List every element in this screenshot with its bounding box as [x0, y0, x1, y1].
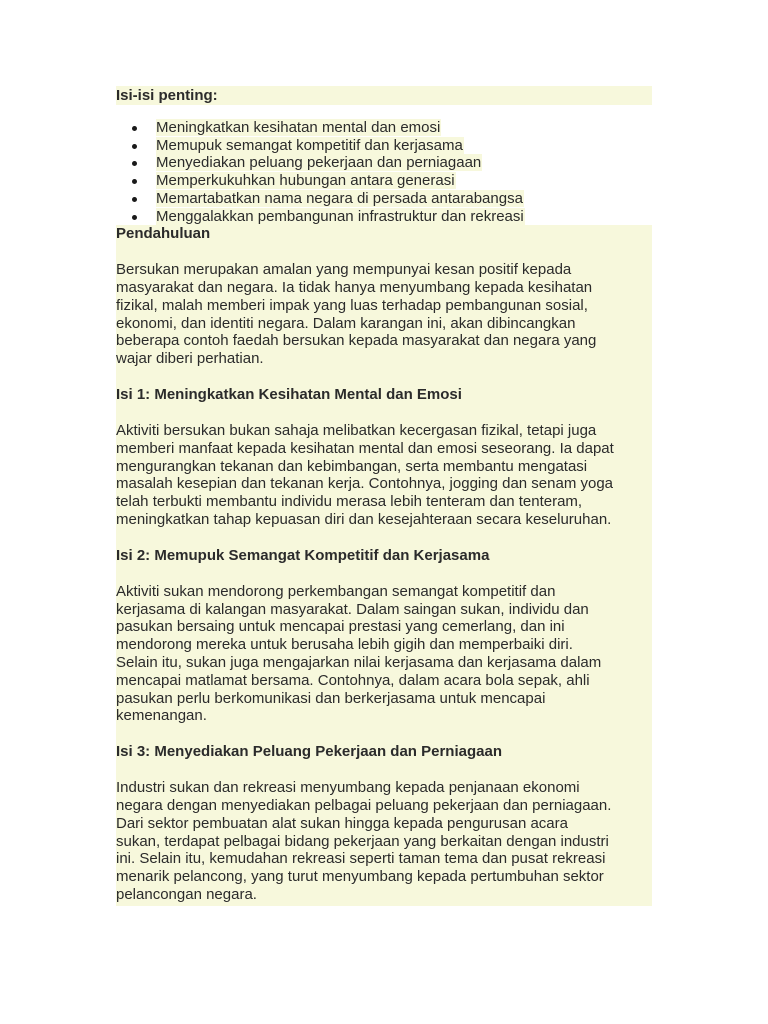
paragraph-line: ekonomi, dan identiti negara. Dalam karangan ini, akan dibincangkan	[116, 314, 576, 332]
list-item	[116, 190, 652, 208]
list-item-text: Memupuk semangat kompetitif dan kerjasama	[156, 136, 463, 154]
paragraph-line: Bersukan merupakan amalan yang mempunyai kesan positif kepada	[116, 261, 572, 279]
bullet-icon	[132, 179, 137, 184]
section-paragraph	[116, 583, 652, 725]
points-heading: Isi-isi penting:	[116, 86, 652, 105]
list-item	[116, 154, 652, 172]
list-item-text: Menggalakkan pembangunan infrastruktur dan rekreasi	[156, 207, 524, 225]
paragraph-line: masyarakat dan negara. Ia tidak hanya menyumbang kepada kesihatan	[116, 279, 593, 297]
list-item-text: Memperkukuhkan hubungan antara generasi	[156, 172, 455, 190]
paragraph-line: fizikal, malah memberi impak yang luas terhadap pembangunan sosial,	[116, 296, 588, 314]
section-title-isi-3: Isi 3: Menyediakan Peluang Pekerjaan dan Perniagaan	[116, 743, 502, 761]
list-item-text: Memartabatkan nama negara di persada antarabangsa	[156, 189, 523, 207]
list-item	[116, 208, 652, 226]
paragraph-line: sukan, terdapat pelbagai bidang pekerjaan yang berkaitan dengan industri	[116, 832, 609, 850]
paragraph-line: mencapai matlamat bersama. Contohnya, dalam acara bola sepak, ahli	[116, 671, 590, 689]
points-list	[116, 119, 652, 225]
list-item	[116, 119, 652, 137]
list-item	[116, 172, 652, 190]
paragraph-line: mengurangkan tekanan dan kebimbangan, serta membantu mengatasi	[116, 457, 588, 475]
section-title-pendahuluan: Pendahuluan	[116, 225, 211, 243]
paragraph-line: Selain itu, sukan juga mengajarkan nilai kerjasama dan kerjasama dalam	[116, 653, 602, 671]
paragraph-line: memberi manfaat kepada kesihatan mental dan emosi seseorang. Ia dapat	[116, 439, 614, 457]
document-page	[116, 86, 652, 906]
list-item-text: Menyediakan peluang pekerjaan dan perniagaan	[156, 154, 482, 172]
paragraph-line: Aktiviti bersukan bukan sahaja melibatkan kecergasan fizikal, tetapi juga	[116, 422, 597, 439]
section-paragraph	[116, 779, 652, 904]
paragraph-line: Aktiviti sukan mendorong perkembangan semangat kompetitif dan	[116, 582, 556, 600]
paragraph-line: ini. Selain itu, kemudahan rekreasi seperti taman tema dan pusat rekreasi	[116, 850, 606, 868]
section-paragraph	[116, 261, 652, 368]
paragraph-line: menarik pelancong, yang turut menyumbang kepada pertumbuhan sektor	[116, 868, 604, 886]
section-title-isi-2: Isi 2: Memupuk Semangat Kompetitif dan Kerjasama	[116, 546, 490, 564]
paragraph-line: meningkatkan tahap kepuasan diri dan kesejahteraan secara keseluruhan.	[116, 510, 612, 528]
section-paragraph	[116, 422, 652, 529]
paragraph-line: pasukan bersaing untuk mencapai prestasi yang cemerlang, dan ini	[116, 618, 565, 636]
bullet-icon	[132, 161, 137, 166]
paragraph-line: wajar diberi perhatian.	[116, 350, 264, 368]
paragraph-line: masalah kesepian dan tekanan kerja. Contohnya, jogging dan senam yoga	[116, 475, 614, 493]
paragraph-line: telah terbukti membantu individu merasa lebih tenteram dan tenteram,	[116, 493, 583, 511]
essay-body	[116, 225, 652, 906]
paragraph-line: kemenangan.	[116, 707, 207, 725]
paragraph-line: mendorong mereka untuk berusaha lebih gigih dan memperbaiki diri.	[116, 636, 573, 654]
list-item-text: Meningkatkan kesihatan mental dan emosi	[156, 119, 441, 136]
bullet-icon	[132, 197, 137, 202]
section-title-isi-1: Isi 1: Meningkatkan Kesihatan Mental dan Emosi	[116, 386, 462, 403]
paragraph-line: beberapa contoh faedah bersukan kepada masyarakat dan negara yang	[116, 332, 597, 350]
bullet-icon	[132, 126, 137, 131]
list-item	[116, 137, 652, 155]
paragraph-line: Dari sektor pembuatan alat sukan hingga kepada pengurusan acara	[116, 814, 568, 832]
paragraph-line: pasukan perlu berkomunikasi dan berkerjasama untuk mencapai	[116, 689, 546, 707]
paragraph-line: Industri sukan dan rekreasi menyumbang kepada penjanaan ekonomi	[116, 779, 580, 797]
paragraph-line: pelancongan negara.	[116, 885, 257, 903]
bullet-icon	[132, 144, 137, 149]
paragraph-line: kerjasama di kalangan masyarakat. Dalam saingan sukan, individu dan	[116, 600, 589, 618]
bullet-icon	[132, 215, 137, 220]
paragraph-line: negara dengan menyediakan pelbagai peluang pekerjaan dan perniagaan.	[116, 796, 612, 814]
